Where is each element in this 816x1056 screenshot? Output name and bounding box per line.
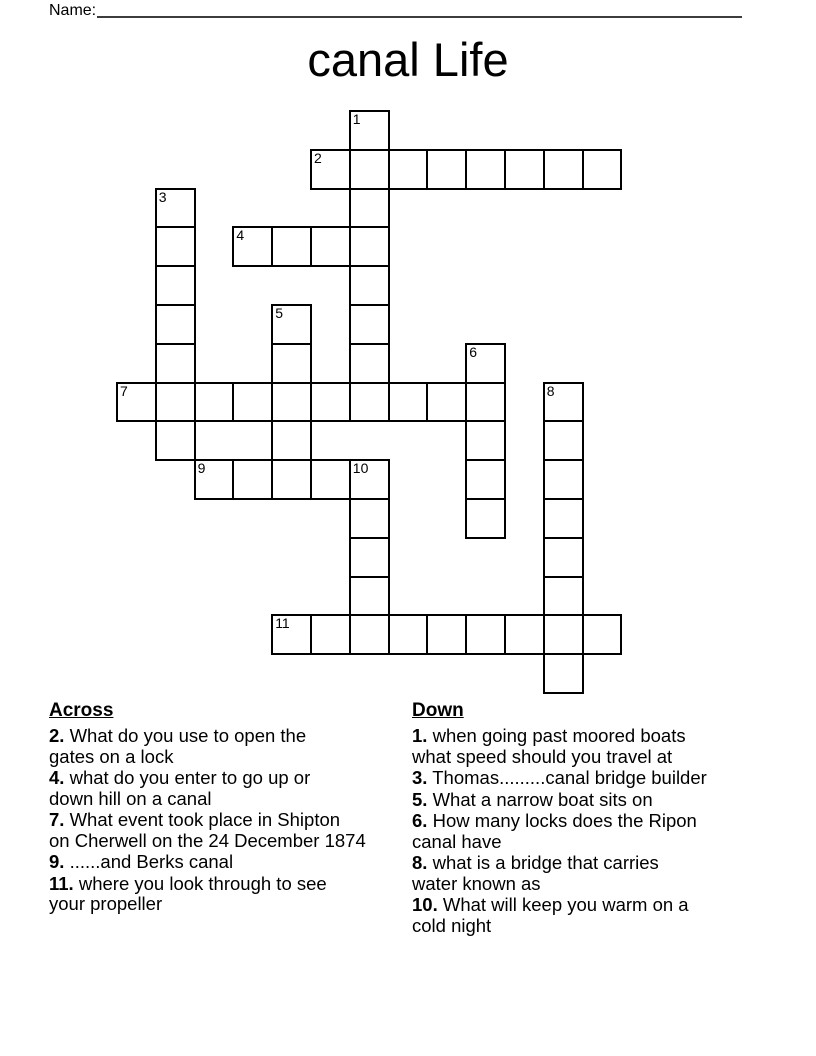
name-label: Name: [49,2,97,19]
clue-number: 2. [49,725,65,746]
clue-number: 4. [49,767,65,788]
cell-number-4: 4 [236,227,245,244]
grid-cell-r1-c5[interactable] [310,149,351,190]
grid-cell-r5-c4[interactable] [271,304,312,345]
grid-cell-r6-c1[interactable] [155,343,196,384]
grid-cell-r7-c5[interactable] [310,382,351,423]
grid-cell-r13-c9[interactable] [465,614,506,655]
clue-down-5-line-1: 5. What a narrow boat sits on [412,788,653,810]
grid-cell-r8-c4[interactable] [271,420,312,461]
clue-across-2-line-2: gates on a lock [49,745,174,767]
clue-across-2 [49,726,421,767]
down-heading: Down [412,700,464,721]
grid-cell-r1-c7[interactable] [388,149,429,190]
grid-cell-r6-c4[interactable] [271,343,312,384]
grid-cell-r13-c12[interactable] [582,614,623,655]
clue-number: 6. [412,810,428,831]
grid-cell-r4-c1[interactable] [155,265,196,306]
grid-cell-r3-c4[interactable] [271,226,312,267]
grid-cell-r11-c11[interactable] [543,537,584,578]
clue-across-2-line-1: 2. What do you use to open the [49,725,307,746]
clue-number: 10. [412,894,438,915]
clue-down-3-line-1: 3. Thomas.........canal bridge builder [412,767,707,788]
grid-cell-r7-c9[interactable] [465,382,506,423]
grid-cell-r0-c6[interactable] [349,110,390,151]
clue-number: 7. [49,809,65,830]
grid-cell-r7-c3[interactable] [232,382,273,423]
grid-cell-r7-c4[interactable] [271,382,312,423]
grid-cell-r3-c6[interactable] [349,226,390,267]
clue-number: 1. [412,725,428,746]
grid-cell-r6-c9[interactable] [465,343,506,384]
cell-number-6: 6 [469,343,477,360]
name-blank-line[interactable] [97,0,742,18]
grid-cell-r13-c6[interactable] [349,614,390,655]
cell-number-2: 2 [314,149,322,166]
clue-across-11 [49,874,421,915]
cell-number-3: 3 [158,188,167,205]
clue-across-11-line-2: your propeller [49,893,163,914]
grid-cell-r9-c11[interactable] [543,459,584,500]
page-title: canal Life [307,33,509,86]
grid-cell-r1-c12[interactable] [582,149,623,190]
clue-down-10-line-1: 10. What will keep you warm on a [412,894,689,915]
grid-cell-r2-c1[interactable] [155,188,196,229]
clue-down-3 [412,768,792,789]
grid-cell-r9-c4[interactable] [271,459,312,500]
grid-cell-r1-c6[interactable] [349,149,390,190]
grid-cell-r7-c7[interactable] [388,382,429,423]
clue-down-1-line-1: 1. when going past moored boats [412,725,686,746]
cell-number-9: 9 [197,460,206,477]
cell-number-5: 5 [275,305,283,321]
clue-down-8-line-2: water known as [412,872,541,894]
clue-across-9 [49,852,421,873]
clue-number: 3. [412,767,428,788]
grid-cell-r6-c6[interactable] [349,343,390,384]
clue-number: 11. [49,872,74,894]
grid-cell-r13-c7[interactable] [388,614,429,655]
clues-across-section [49,700,421,916]
cell-number-8: 8 [546,382,555,399]
crossword-grid [116,110,624,734]
clue-down-1-line-2: what speed should you travel at [412,745,673,767]
cell-number-11: 11 [275,615,290,632]
grid-cell-r1-c11[interactable] [543,149,584,190]
clues-down-section [412,700,792,937]
clue-down-8-line-1: 8. what is a bridge that carries [412,852,659,873]
grid-cell-r7-c1[interactable] [155,382,196,423]
grid-cell-r8-c9[interactable] [465,420,506,461]
grid-cell-r1-c8[interactable] [426,149,467,190]
clue-number: 5. [412,788,428,810]
clue-down-10 [412,895,792,936]
clue-down-10-line-2: cold night [412,914,492,936]
clue-across-9-line-1: 9. ......and Berks canal [49,851,234,872]
clue-across-4-line-1: 4. what do you enter to go up or [49,767,311,788]
clue-down-1 [412,726,792,767]
grid-cell-r12-c6[interactable] [349,576,390,617]
grid-cell-r9-c2[interactable] [194,459,235,500]
grid-cell-r7-c2[interactable] [194,382,235,423]
grid-cell-r13-c10[interactable] [504,614,545,655]
grid-cell-r7-c8[interactable] [426,382,467,423]
cell-number-1: 1 [352,111,361,127]
clue-number: 8. [412,852,428,873]
grid-cell-r8-c11[interactable] [543,420,584,461]
grid-cell-r5-c6[interactable] [349,304,390,345]
grid-cell-r10-c9[interactable] [465,498,506,539]
clue-across-7-line-2: on Cherwell on the 24 December 1874 [49,829,366,851]
clue-across-7-line-1: 7. What event took place in Shipton [49,809,341,830]
clue-across-7 [49,810,421,851]
across-heading: Across [49,700,114,721]
grid-cell-r5-c1[interactable] [155,304,196,345]
grid-cell-r13-c8[interactable] [426,614,467,655]
grid-cell-r12-c11[interactable] [543,576,584,617]
grid-cell-r11-c6[interactable] [349,537,390,578]
grid-cell-r7-c11[interactable] [543,382,584,423]
grid-cell-r9-c3[interactable] [232,459,273,500]
grid-cell-r7-c6[interactable] [349,382,390,423]
clue-down-6-line-1: 6. How many locks does the Ripon [412,810,697,831]
grid-cell-r2-c6[interactable] [349,188,390,229]
clue-down-5 [412,790,792,811]
across-clue-list [49,726,421,915]
grid-cell-r3-c3[interactable] [232,226,273,267]
grid-cell-r8-c1[interactable] [155,420,196,461]
clue-across-11-line-1: 11. where you look through to see [49,872,327,894]
cell-number-10: 10 [352,460,369,477]
clue-across-4-line-2: down hill on a canal [49,787,212,809]
grid-cell-r7-c0[interactable] [116,382,157,423]
grid-cell-r9-c6[interactable] [349,459,390,500]
grid-cell-r13-c4[interactable] [271,614,312,655]
clue-down-6-line-2: canal have [412,830,502,852]
grid-cell-r9-c5[interactable] [310,459,351,500]
clue-down-8 [412,853,792,894]
clue-down-6 [412,811,792,852]
grid-cell-r9-c9[interactable] [465,459,506,500]
grid-cell-r10-c6[interactable] [349,498,390,539]
grid-cell-r1-c9[interactable] [465,149,506,190]
cell-number-7: 7 [120,382,128,399]
clue-number: 9. [49,851,65,872]
grid-cell-r1-c10[interactable] [504,149,545,190]
grid-cell-r3-c1[interactable] [155,226,196,267]
grid-cell-r4-c6[interactable] [349,265,390,306]
clue-across-4 [49,768,421,809]
down-clue-list [412,726,792,936]
grid-cell-r13-c5[interactable] [310,614,351,655]
grid-cell-r10-c11[interactable] [543,498,584,539]
grid-cell-r13-c11[interactable] [543,614,584,655]
grid-cell-r3-c5[interactable] [310,226,351,267]
grid-cell-r14-c11[interactable] [543,653,584,694]
